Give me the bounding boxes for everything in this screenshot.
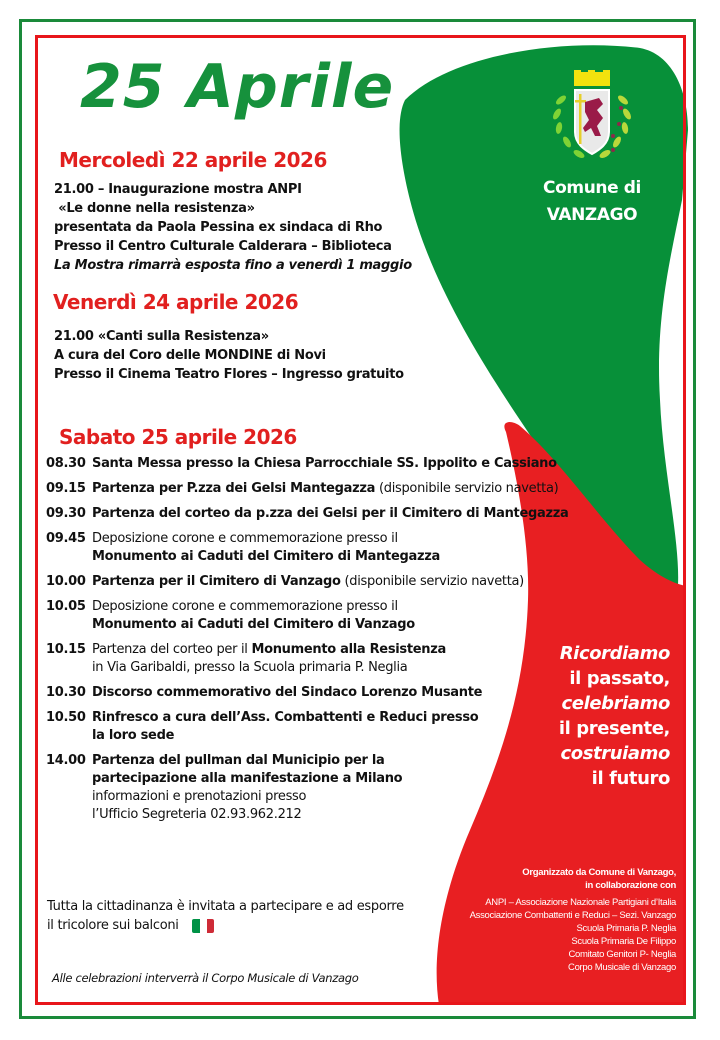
schedule-item (46, 641, 546, 677)
day2-details (54, 327, 404, 384)
invitation-line: il tricolore sui balconi (47, 918, 179, 933)
schedule-desc-post: in Via Garibaldi, presso la Scuola primaria P. Neglia (92, 660, 408, 675)
organizer-item: ANPI – Associazione Nazionale Partigiani d’Italia (485, 897, 676, 908)
schedule-desc: Deposizione corone e commemorazione presso il (92, 531, 398, 546)
day2-line: Presso il Cinema Teatro Flores – Ingresso gratuito (54, 367, 404, 382)
motto-line: il passato, (569, 668, 670, 689)
schedule-time: 10.30 (46, 685, 86, 700)
organizer-item: Associazione Combattenti e Reduci – Sezi. Vanzago (469, 910, 676, 921)
organizers-heading: Organizzato da Comune di Vanzago, (522, 867, 676, 878)
schedule-desc-bold: la loro sede (92, 728, 175, 743)
organizer-item: Comitato Genitori P- Neglia (568, 949, 676, 960)
schedule-time: 09.30 (46, 506, 86, 521)
day2-line: 21.00 «Canti sulla Resistenza» (54, 329, 269, 344)
motto-line: celebriamo (561, 693, 670, 714)
motto-line: il presente, (558, 718, 670, 739)
day2-line: A cura del Coro delle MONDINE di Novi (54, 348, 326, 363)
schedule-desc: Partenza per il Cimitero di Vanzago (92, 574, 341, 589)
schedule-desc-post: informazioni e prenotazioni presso (92, 789, 307, 804)
comune-line1: Comune di (543, 178, 641, 198)
day1-line: presentata da Paola Pessina ex sindaca di Rho (54, 220, 383, 235)
organizers (420, 866, 676, 974)
schedule-time: 10.00 (46, 574, 86, 589)
day3-schedule (46, 455, 569, 831)
schedule-item (46, 505, 569, 523)
organizer-item: Corpo Musicale di Vanzago (568, 962, 676, 973)
schedule-desc: Rinfresco a cura dell’Ass. Combattenti e Reduci presso (92, 710, 479, 725)
motto-line: costruiamo (560, 743, 670, 764)
schedule-note: (disponibile servizio navetta) (375, 481, 559, 496)
schedule-item (46, 684, 546, 702)
schedule-note: (disponibile servizio navetta) (340, 574, 524, 589)
schedule-desc: Santa Messa presso la Chiesa Parrocchiale SS. Ippolito e Cassiano (92, 456, 557, 471)
schedule-item (46, 530, 546, 566)
comune-label (527, 175, 657, 229)
schedule-item (46, 573, 546, 591)
motto-line: Ricordiamo (559, 643, 670, 664)
schedule-desc: Partenza per P.zza dei Gelsi Mantegazza (92, 481, 376, 496)
invitation-line: Tutta la cittadinanza è invitata a partecipare e ad esporre (47, 899, 404, 914)
schedule-time: 09.45 (46, 531, 86, 546)
coat-of-arms-icon (537, 70, 647, 170)
schedule-time: 10.05 (46, 599, 86, 614)
day1-details (54, 180, 412, 275)
schedule-time: 14.00 (46, 753, 86, 768)
comune-line2: VANZAGO (546, 205, 638, 225)
day1-line: «Le donne nella resistenza» (54, 201, 255, 216)
schedule-time: 08.30 (46, 456, 86, 471)
motto (520, 641, 670, 791)
schedule-item (46, 480, 559, 498)
schedule-desc: Partenza del pullman dal Municipio per la (92, 753, 385, 768)
schedule-desc-bold: partecipazione alla manifestazione a Milano (92, 771, 403, 786)
page-title: 25 Aprile (80, 52, 395, 122)
day1-note: La Mostra rimarrà esposta fino a venerdì 1 maggio (54, 258, 412, 273)
motto-line: il futuro (591, 768, 670, 789)
invitation (47, 897, 404, 935)
schedule-desc-phone: l’Ufficio Segreteria 02.93.962.212 (92, 807, 302, 822)
schedule-item (46, 455, 557, 473)
schedule-time: 10.15 (46, 642, 86, 657)
corpo-musicale-note: Alle celebrazioni interverrà il Corpo Musicale di Vanzago (52, 971, 359, 985)
schedule-item (46, 709, 546, 745)
schedule-time: 09.15 (46, 481, 86, 496)
schedule-desc: Discorso commemorativo del Sindaco Lorenzo Musante (92, 685, 483, 700)
day2-heading: Venerdì 24 aprile 2026 (53, 290, 299, 314)
italian-flag-icon (192, 919, 214, 933)
schedule-item (46, 598, 546, 634)
organizers-subheading: in collaborazione con (585, 880, 676, 891)
schedule-desc: Deposizione corone e commemorazione presso il (92, 599, 398, 614)
schedule-desc: Partenza del corteo da p.zza dei Gelsi per il Cimitero di Mantegazza (92, 506, 569, 521)
day1-line: 21.00 – Inaugurazione mostra ANPI (54, 182, 302, 197)
schedule-item (46, 752, 546, 824)
organizer-item: Scuola Primaria De Filippo (571, 936, 676, 947)
day1-line: Presso il Centro Culturale Calderara – Biblioteca (54, 239, 392, 254)
schedule-desc-bold: Monumento alla Resistenza (251, 642, 446, 657)
schedule-time: 10.50 (46, 710, 86, 725)
day1-heading: Mercoledì 22 aprile 2026 (59, 148, 327, 172)
schedule-desc-bold: Monumento ai Caduti del Cimitero di Mantegazza (92, 549, 440, 564)
day3-heading: Sabato 25 aprile 2026 (59, 425, 297, 449)
organizer-item: Scuola Primaria P. Neglia (576, 923, 676, 934)
schedule-desc-bold: Monumento ai Caduti del Cimitero di Vanzago (92, 617, 415, 632)
schedule-desc: Partenza del corteo per il (92, 642, 252, 657)
